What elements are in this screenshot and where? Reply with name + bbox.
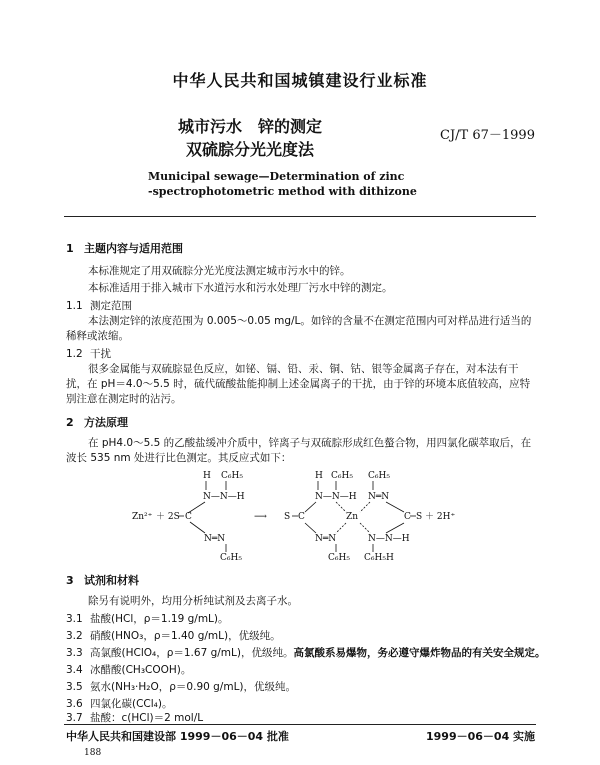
section-number: 1 [66,242,74,255]
product-c6h5h-bottom: C₆H₅H [364,553,394,563]
subsection-1-2-heading [66,346,111,361]
section-number: 2 [66,416,74,429]
reaction-equation [120,466,480,564]
subsection-1-1-text: 本法测定锌的浓度范围为 0.005～0.05 mg/L。如锌的含量不在测定范围内可对样品进行适当的稀释或浓缩。 [66,315,532,342]
reagent-text: 高氯酸(HClO₄，ρ＝1.67 g/mL)，优级纯。 [90,647,294,659]
product-tail: S ＋ 2H⁺ [416,512,456,522]
reagent-number: 3.1 [66,613,83,625]
section-1-paragraph-2: 本标准适用于排入城市下水道污水和污水处理厂污水中锌的测定。 [88,282,393,294]
reagent-text: 冰醋酸(CH₃COOH)。 [90,664,192,676]
section-1-paragraph-1: 本标准规定了用双硫腙分光光度法测定城市污水中的锌。 [88,265,351,277]
section-title: 方法原理 [84,416,128,429]
reagent-item [66,679,296,694]
standard-number: CJ/T 67－1999 [440,128,535,143]
page-number: 188 [84,748,102,758]
reagent-number: 3.2 [66,630,83,642]
reagent-text: 硝酸(HNO₃，ρ＝1.40 g/mL)，优级纯。 [90,630,281,642]
product-n-n-top-left: N—N—H [315,492,357,502]
reagent-number: 3.7 [66,712,83,724]
product-c-left: C [298,512,305,522]
zinc-ion: Zn²⁺ [132,512,153,522]
issuing-organization: 中华人民共和国城镇建设行业标准 [172,71,428,90]
reactant-c: C [185,512,192,522]
section-number: 3 [66,574,74,587]
subsection-number: 1.1 [66,300,83,312]
english-title-line1: Municipal sewage—Determination of zinc [148,170,405,183]
reagent-text: 盐酸(HCl，ρ＝1.19 g/mL)。 [90,613,229,625]
section-3-intro: 除另有说明外，均用分析纯试剂及去离子水。 [88,595,298,607]
reagent-text: 氨水(NH₃·H₂O，ρ＝0.90 g/mL)，优级纯。 [90,681,297,693]
reactant-c6h5-bottom: C₆H₅ [220,553,242,563]
section-3-heading [66,572,139,588]
reactant-2s: ＋ 2S [156,512,180,522]
reagent-number: 3.4 [66,664,83,676]
standard-title-line2: 双硫腙分光光度法 [185,140,314,159]
reagent-item [66,611,229,626]
reactant-nn: N═N [204,534,226,544]
section-2-text: 在 pH4.0～5.5 的乙酸盐缓冲介质中，锌离子与双硫腙形成红色螯合物，用四氯化碳萃取后，在波长 535 nm 处进行比色测定。其反应式如下： [66,437,532,464]
product-n-n-bottom-right: N—N—H [368,534,410,544]
reagent-item [66,645,545,660]
english-title-line2: -spectrophotometric method with dithizone [148,185,417,198]
approval-statement: 中华人民共和国建设部 1999－06－04 批准 [66,730,289,743]
safety-warning: 高氯酸系易爆物，务必遵守爆炸物品的有关安全规定。 [293,647,546,659]
product-c6h5-top-2: C₆H₅ [368,471,390,481]
product-c6h5-top-1: C₆H₅ [331,471,353,481]
product-c6h5-bottom: C₆H₅ [328,553,350,563]
reagent-item [66,662,191,677]
subsection-title: 测定范围 [90,300,132,312]
reagent-item [66,696,172,711]
header-divider [64,216,536,217]
reagent-text: 四氯化碳(CCl₄)。 [90,698,173,710]
reagent-number: 3.5 [66,681,83,693]
reagent-text: 盐酸：c(HCl)＝2 mol/L [90,712,204,724]
product-c-right: C [404,512,411,522]
reagent-number: 3.6 [66,698,83,710]
section-2-heading [66,414,128,430]
subsection-number: 1.2 [66,348,83,360]
section-1-heading [66,240,183,256]
product-s-left: S [284,512,291,522]
product-zn-center: Zn [346,512,359,522]
section-title: 主题内容与适用范围 [84,242,183,255]
reactant-c6h5-top: C₆H₅ [221,471,243,481]
reagent-item [66,628,281,643]
reagent-number: 3.3 [66,647,83,659]
subsection-1-1-heading [66,298,132,313]
footer-divider [64,724,536,725]
reactant-n-nh: N—N—H [203,492,245,502]
reagent-item [66,710,203,725]
product-h: H [315,471,323,481]
product-nn-top-right: N═N [368,492,390,502]
subsection-1-2-text: 很多金属能与双硫腙显色反应，如铋、镉、铅、汞、铜、钴、银等金属离子存在，对本法有干扰，在 pH＝4.0～5.5 时，硫代硫酸盐能抑制上述金属离子的干扰，由于锌的环境本底值较高，应特别注意在测定时的沾污。 [66,363,531,405]
product-nn-bottom-left: N═N [315,534,337,544]
section-title: 试剂和材料 [84,574,139,587]
reactant-h: H [203,471,211,481]
standard-title-line1: 城市污水 锌的测定 [177,117,322,136]
subsection-title: 干扰 [90,348,111,360]
effective-date: 1999－06－04 实施 [426,730,536,743]
reaction-arrow: ⟶ [254,512,267,522]
